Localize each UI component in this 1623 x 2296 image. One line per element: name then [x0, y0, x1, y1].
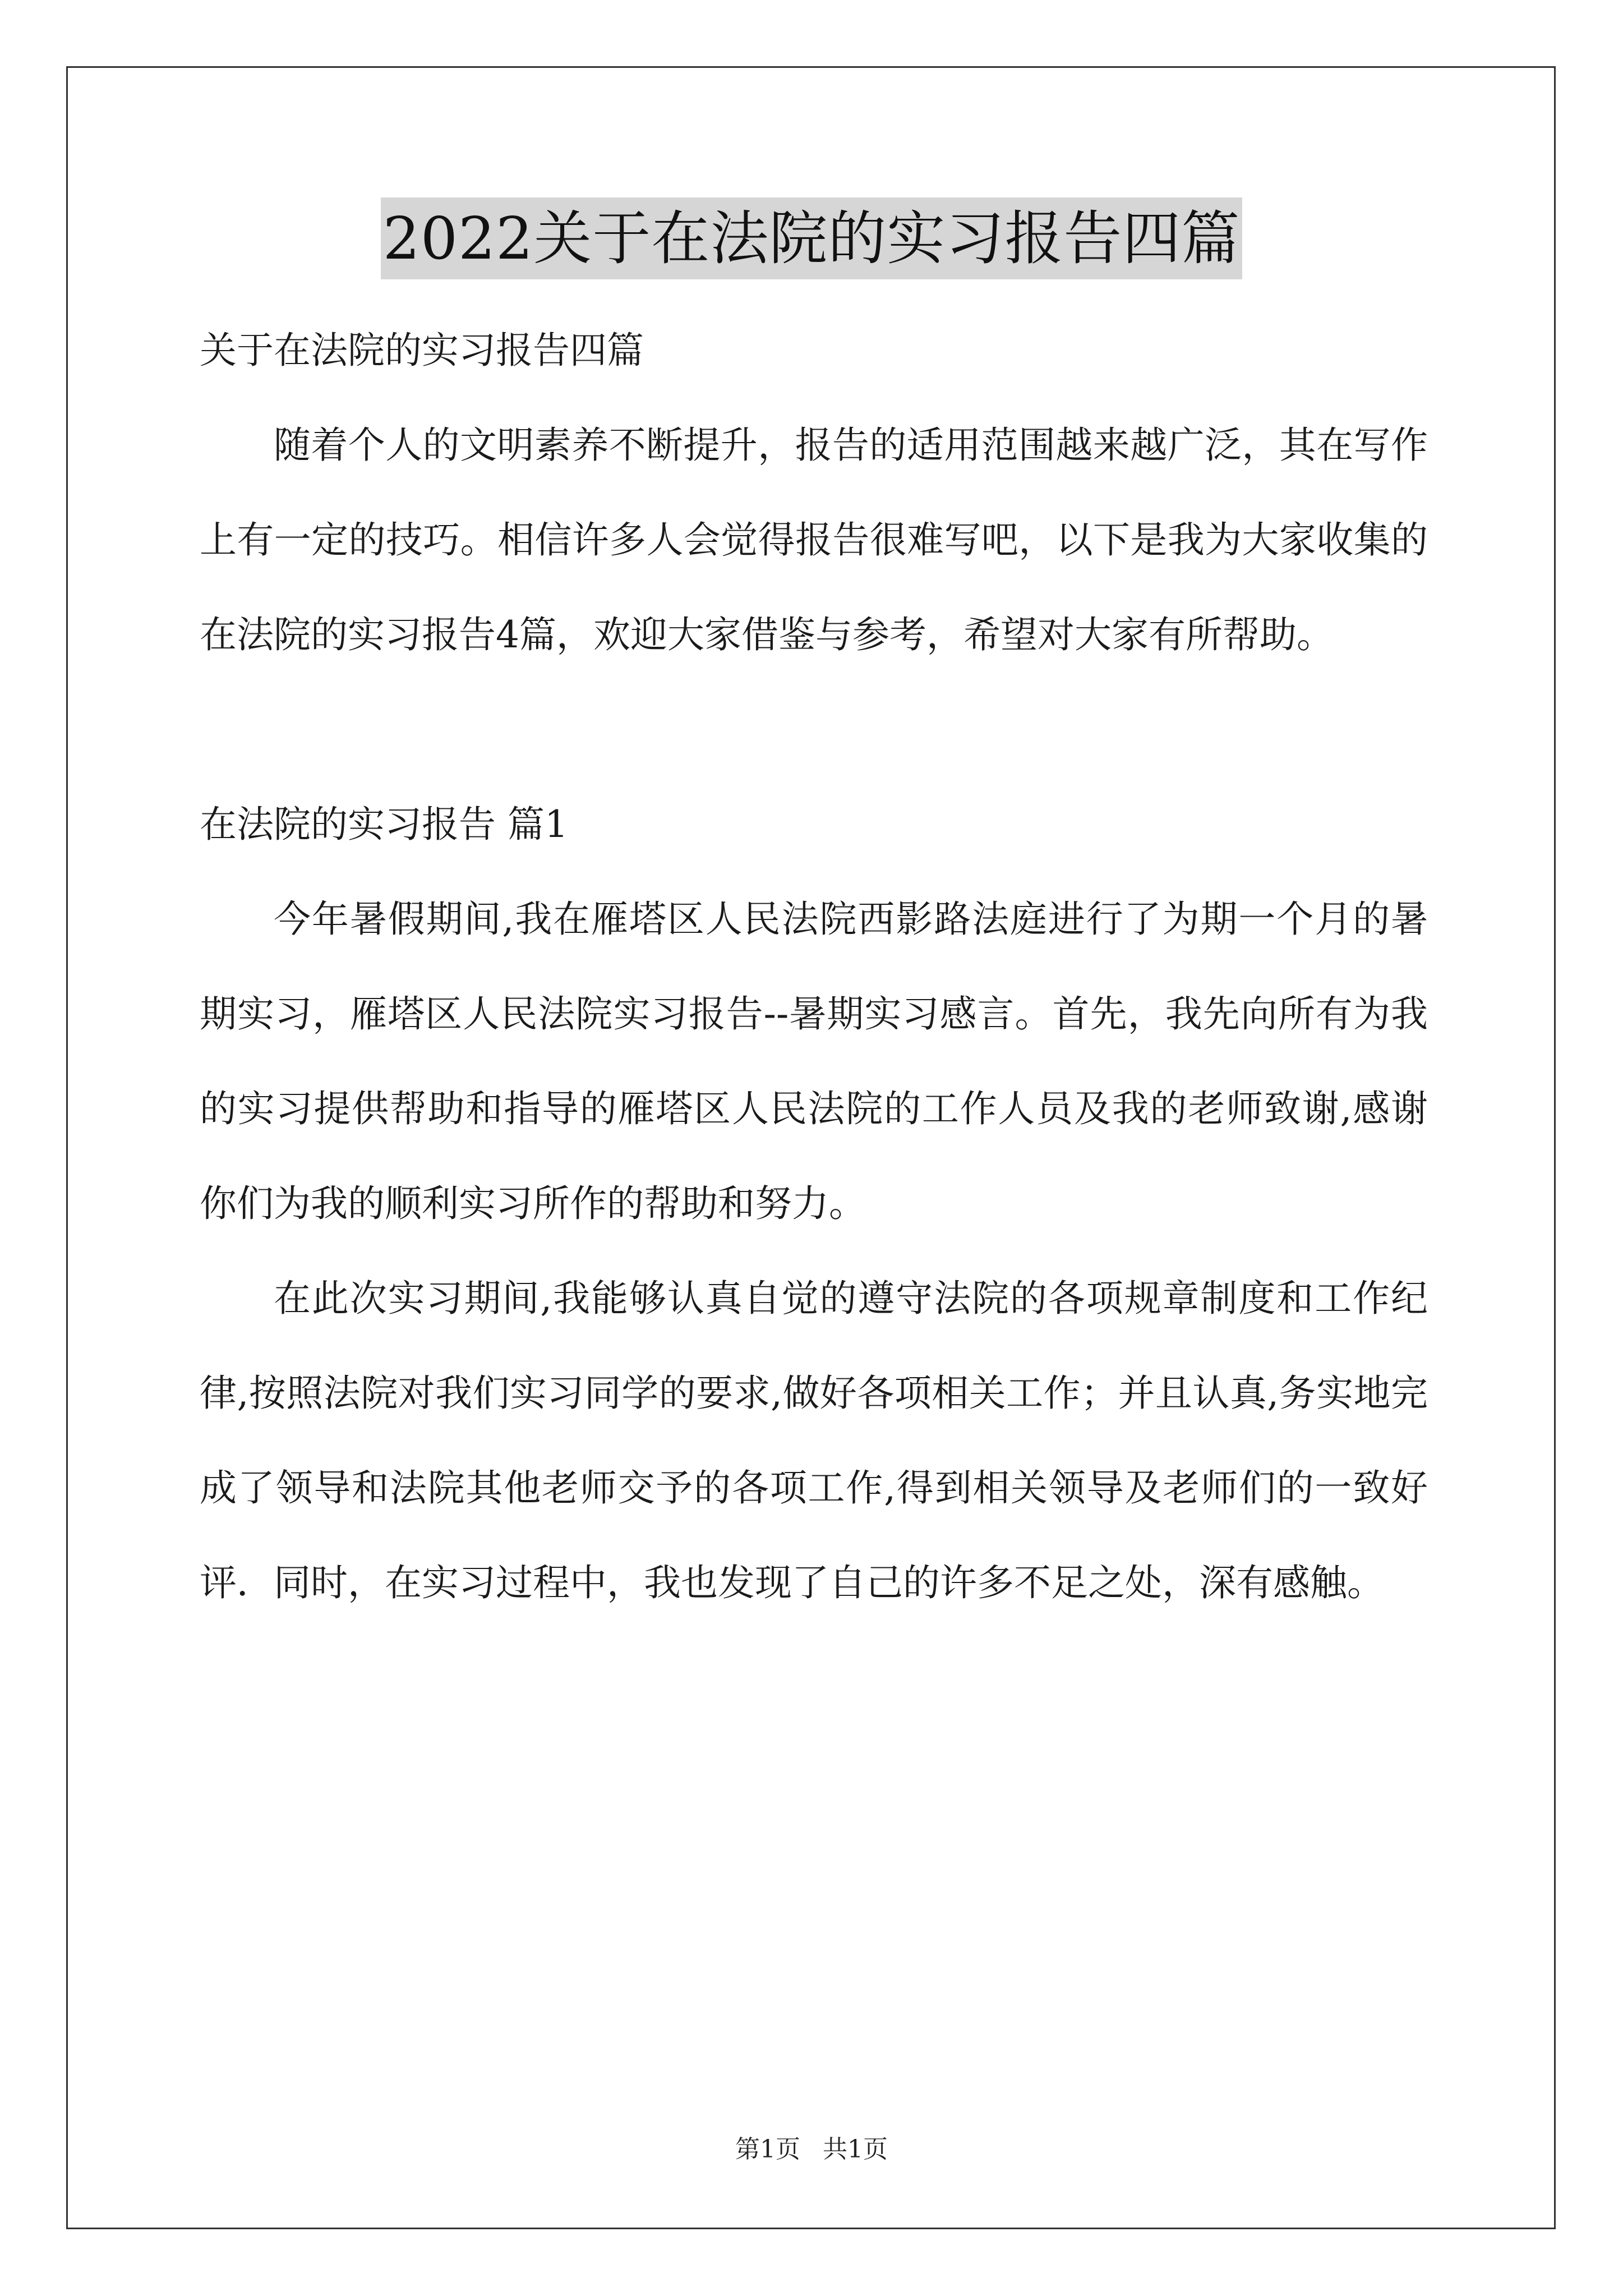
page-total: 共1页 — [823, 2135, 888, 2164]
document-title: 2022关于在法院的实习报告四篇 — [381, 197, 1243, 279]
document-subtitle: 关于在法院的实习报告四篇 — [200, 329, 644, 372]
intro-paragraph: 随着个人的文明素养不断提升，报告的适用范围越来越广泛，其在写作上有一定的技巧。相信许多人会觉得报告很难写吧，以下是我为大家收集的在法院的实习报告4篇，欢迎大家借鉴与参考，希望对大家有所帮助。 — [200, 424, 1428, 656]
page-footer — [0, 2129, 1623, 2165]
body-paragraph: 今年暑假期间,我在雁塔区人民法院西影路法庭进行了为期一个月的暑期实习，雁塔区人民法院实习报告--暑期实习感言。首先，我先向所有为我的实习提供帮助和指导的雁塔区人民法院的工作人员及我的老师致谢,感谢你们为我的顺利实习所作的帮助和努力。 — [200, 898, 1428, 1225]
title-container — [0, 197, 1623, 279]
section-heading: 在法院的实习报告 篇1 — [200, 803, 568, 846]
document-body — [200, 303, 1428, 1630]
page-number: 第1页 — [735, 2135, 800, 2164]
body-paragraph: 在此次实习期间,我能够认真自觉的遵守法院的各项规章制度和工作纪律,按照法院对我们实习同学的要求,做好各项相关工作；并且认真,务实地完成了领导和法院其他老师交予的各项工作,得到相关领导及老师们的一致好评．同时，在实习过程中，我也发现了自己的许多不足之处，深有感触。 — [200, 1277, 1428, 1604]
